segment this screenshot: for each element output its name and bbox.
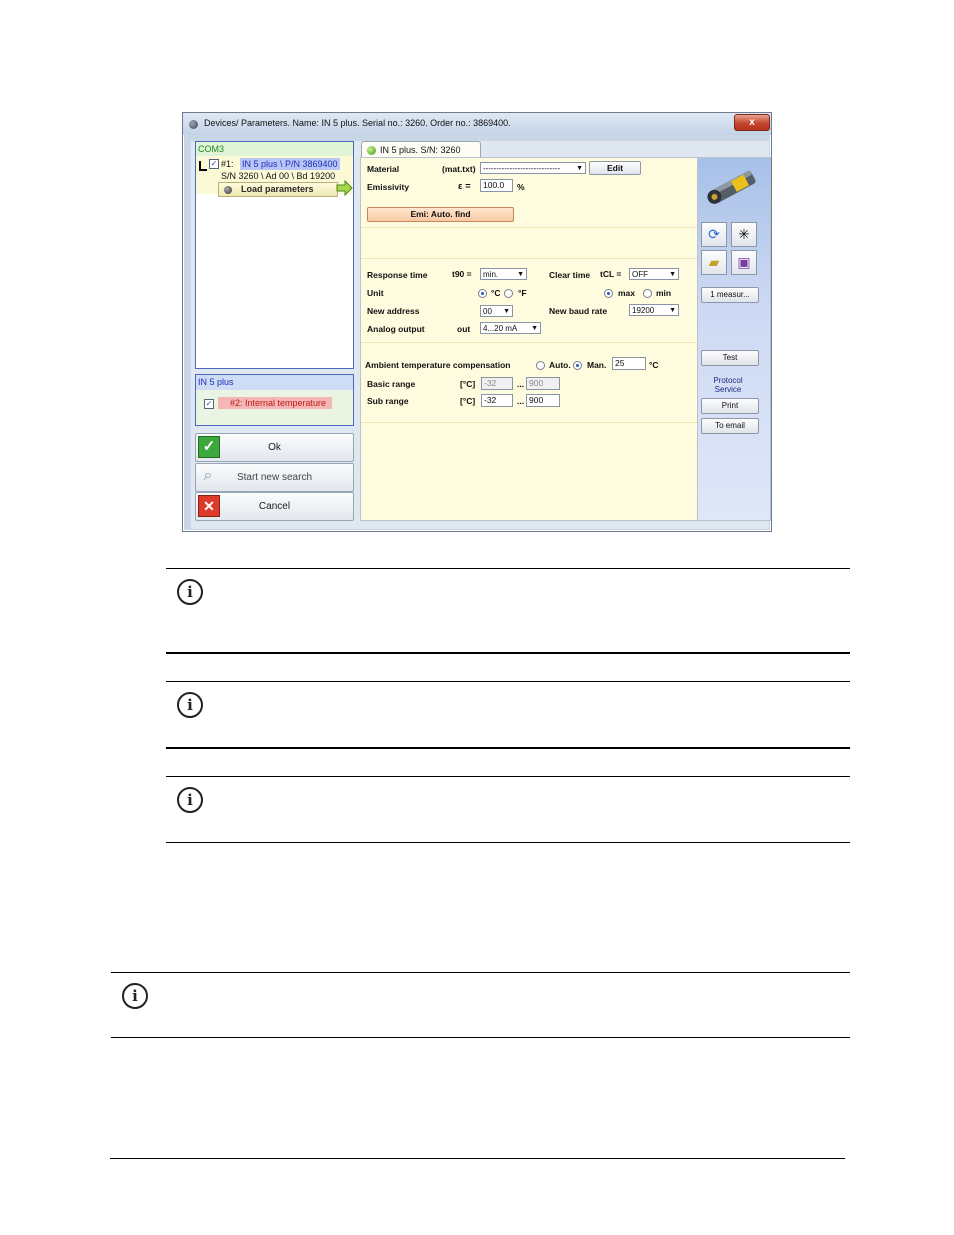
sub-range-unit: [°C] <box>460 396 476 406</box>
ambient-auto-label: Auto. <box>549 360 571 370</box>
search-icon: ⌕ <box>203 467 213 484</box>
single-measurement-button[interactable]: 1 measur... <box>701 287 759 303</box>
new-address-label: New address <box>367 306 420 316</box>
analog-output-value: 4...20 mA <box>483 324 518 333</box>
baud-rate-value: 19200 <box>632 306 655 315</box>
note-bottom-rule <box>111 1037 850 1038</box>
note-bottom-rule <box>166 842 850 843</box>
device-checkbox[interactable]: ✓ <box>210 159 218 168</box>
ambient-manual-label: Man. <box>587 360 607 370</box>
device-tree-panel <box>195 141 354 369</box>
open-folder-icon[interactable]: ▰ <box>701 250 727 275</box>
sensor-list-panel <box>195 374 354 426</box>
material-file-label: (mat.txt) <box>442 164 476 174</box>
port-header[interactable]: COM3 <box>196 142 353 156</box>
ok-label: Ok <box>268 442 281 453</box>
sub-range-separator: ... <box>517 396 525 406</box>
device-details: S/N 3260 \ Ad 00 \ Bd 19200 <box>221 171 336 181</box>
sensor-device-icon <box>704 166 762 208</box>
cancel-button[interactable] <box>195 492 354 521</box>
green-arrow-icon <box>336 179 354 197</box>
chevron-down-icon: ▼ <box>576 165 583 172</box>
edit-button[interactable]: Edit <box>589 161 641 175</box>
chevron-down-icon: ▼ <box>669 271 676 278</box>
unit-label: Unit <box>367 288 384 298</box>
protocol-label: Protocol <box>713 376 743 385</box>
min-label: min <box>656 288 672 298</box>
note-top-rule <box>166 568 850 569</box>
right-toolbar <box>697 157 771 521</box>
tab-device[interactable] <box>361 141 481 158</box>
unit-celsius-label: °C <box>491 288 501 298</box>
chevron-down-icon: ▼ <box>669 307 676 314</box>
material-dropdown[interactable] <box>480 162 586 174</box>
note-top-rule <box>166 776 850 777</box>
tab-device-label: IN 5 plus. S/N: 3260 <box>380 145 461 155</box>
basic-range-max-input: 900 <box>526 377 560 390</box>
basic-range-min-input: -32 <box>481 377 513 390</box>
devices-parameters-window <box>182 112 772 532</box>
ambient-unit: °C <box>649 360 659 370</box>
chevron-down-icon: ▼ <box>531 325 538 332</box>
service-label: Service <box>714 385 742 394</box>
device-dot-icon <box>224 186 232 194</box>
separator <box>361 258 698 259</box>
load-parameters-button[interactable] <box>218 182 338 197</box>
sensor-list-header: IN 5 plus <box>196 375 353 390</box>
emissivity-unit: % <box>517 182 525 192</box>
chevron-down-icon: ▼ <box>517 271 524 278</box>
info-icon: i <box>122 983 148 1009</box>
ambient-manual-radio[interactable] <box>573 361 582 370</box>
window-title: Devices/ Parameters. Name: IN 5 plus. Serial no.: 3260. Order no.: 3869400. <box>204 118 511 128</box>
tcl-dropdown[interactable] <box>629 268 679 280</box>
ok-button[interactable] <box>195 433 354 462</box>
ambient-temperature-input[interactable]: 25 <box>612 357 646 370</box>
baud-rate-dropdown[interactable] <box>629 304 679 316</box>
emi-auto-find-button[interactable]: Emi: Auto. find <box>367 207 514 222</box>
sensor-item-internal-temperature[interactable]: #2: Internal temperature <box>218 397 332 409</box>
ambient-auto-radio[interactable] <box>536 361 545 370</box>
sub-range-min-input[interactable]: -32 <box>481 394 513 407</box>
response-time-label: Response time <box>367 270 428 280</box>
analog-output-dropdown[interactable] <box>480 322 541 334</box>
unit-fahrenheit-radio[interactable] <box>504 289 513 298</box>
sub-range-label: Sub range <box>367 396 409 406</box>
emissivity-symbol: ε = <box>458 181 471 192</box>
protocol-service-label <box>698 376 758 394</box>
refresh-icon[interactable]: ⟳ <box>701 222 727 247</box>
separator <box>361 342 698 343</box>
material-value: ----------------------------- <box>483 164 561 173</box>
note-top-rule <box>166 681 850 682</box>
email-button[interactable]: To email <box>701 418 759 434</box>
device-number: #1: <box>221 159 234 169</box>
app-icon <box>189 120 198 129</box>
footer-rule <box>110 1158 845 1159</box>
out-label: out <box>457 324 471 334</box>
info-icon: i <box>177 787 203 813</box>
test-label: Test <box>722 353 738 362</box>
t90-dropdown[interactable] <box>480 268 527 280</box>
max-label: max <box>618 288 636 298</box>
max-radio[interactable] <box>604 289 613 298</box>
basic-range-separator: ... <box>517 379 525 389</box>
t90-value: min. <box>483 270 499 279</box>
start-new-search-button[interactable] <box>195 463 354 492</box>
load-parameters-label: Load parameters <box>241 184 314 194</box>
emissivity-input[interactable]: 100.0 <box>480 179 513 192</box>
address-dropdown[interactable] <box>480 305 513 317</box>
title-bar[interactable] <box>183 113 771 135</box>
chevron-down-icon: ▼ <box>503 308 510 315</box>
device-name[interactable]: IN 5 plus \ P/N 3869400 <box>242 159 338 169</box>
tcl-value: OFF <box>632 270 648 279</box>
material-label: Material <box>367 164 400 174</box>
sub-range-max-input[interactable]: 900 <box>526 394 560 407</box>
tree-connector-icon <box>199 161 207 171</box>
sensor-checkbox[interactable]: ✓ <box>205 399 213 408</box>
t90-label: t90 = <box>452 269 472 279</box>
start-new-search-label: Start new search <box>236 472 313 483</box>
laser-icon[interactable]: ✳ <box>731 222 757 247</box>
info-icon: i <box>177 692 203 718</box>
note-bottom-rule <box>166 652 850 654</box>
basic-range-unit: [°C] <box>460 379 476 389</box>
separator <box>361 227 698 228</box>
min-radio[interactable] <box>643 289 652 298</box>
close-icon: ✕ <box>198 495 220 517</box>
parameter-panel <box>360 157 699 521</box>
analog-output-label: Analog output <box>367 324 425 334</box>
test-button[interactable] <box>701 350 759 366</box>
emissivity-label: Emissivity <box>367 182 410 192</box>
unit-fahrenheit-label: °F <box>518 288 527 298</box>
ambient-compensation-label: Ambient temperature compensation <box>365 360 511 370</box>
check-icon: ✓ <box>198 436 220 458</box>
tcl-label: tCL = <box>600 269 622 279</box>
save-icon[interactable]: ▣ <box>731 250 757 275</box>
clear-time-label: Clear time <box>549 270 591 280</box>
cancel-label: Cancel <box>258 501 291 512</box>
note-top-rule <box>111 972 850 973</box>
basic-range-label: Basic range <box>367 379 416 389</box>
close-button[interactable]: x <box>734 114 770 131</box>
window-client-area <box>191 141 769 529</box>
new-baud-rate-label: New baud rate <box>549 306 608 316</box>
separator <box>361 422 698 423</box>
note-bottom-rule <box>166 747 850 749</box>
print-button[interactable]: Print <box>701 398 759 414</box>
info-icon: i <box>177 579 203 605</box>
address-value: 00 <box>483 307 492 316</box>
unit-celsius-radio[interactable] <box>478 289 487 298</box>
status-dot-icon <box>367 146 376 155</box>
